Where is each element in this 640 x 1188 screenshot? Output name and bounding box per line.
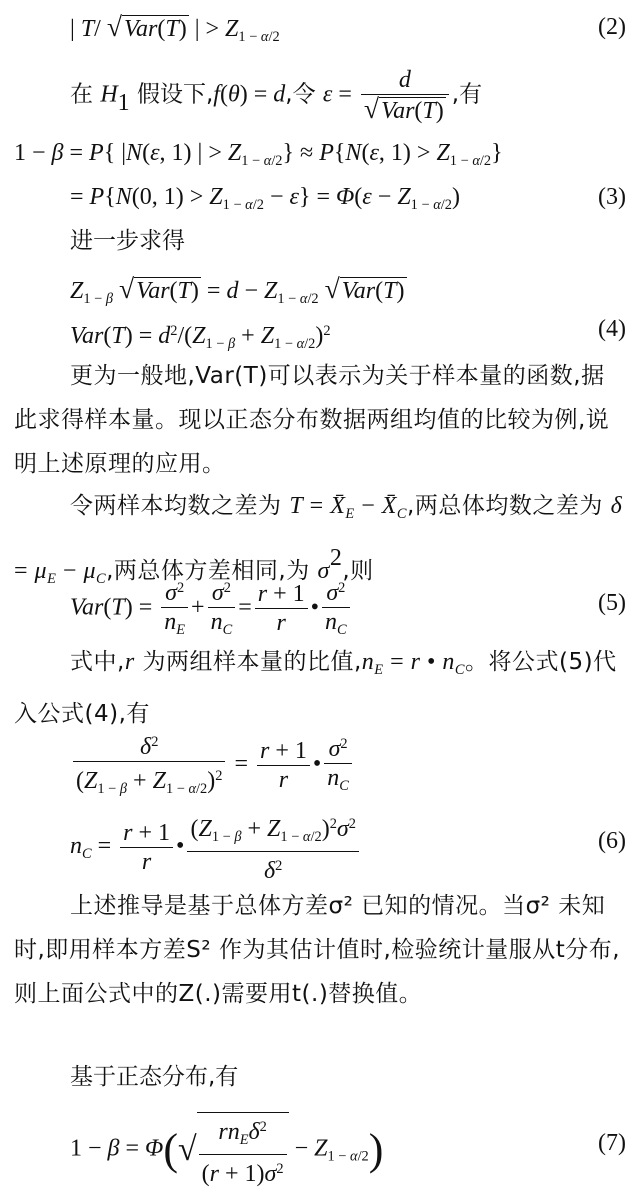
equation-7: 1 − β = Φ(√ $\frac{rn_E\delta^2}{(r + 1)\sigma^2}$ − $Z_{1 - \alpha/2}$) <box>70 1112 640 1182</box>
equation-4-line-1: $Z_{1 - \beta}$ $√Var(T) = d - Z_{1 - \alpha/2}$ √Var(T) <box>70 273 405 308</box>
equation-number-7: (7) <box>598 1130 626 1156</box>
paragraph-3: 式中,r 为两组样本量的比值$,n_E = r$ • $n_C$。将公式(5)代入公式(4),有 <box>14 649 617 728</box>
equation-number-2: (2) <box>598 14 626 40</box>
equation-number-4: (4) <box>598 316 626 342</box>
equation-2: | T/ √Var(T) | > $Z_{1 - \alpha/2}$ <box>70 11 280 46</box>
text-have: ,有 <box>451 81 483 108</box>
paragraph-5: 基于正态分布,有 <box>70 1064 239 1090</box>
p3-text-c: 。将公式(5)代入公式(4),有 <box>14 649 617 728</box>
equation-number-6: (6) <box>598 828 626 854</box>
text-further: 进一步求得 <box>70 228 185 254</box>
h1-assumption-line: 在 $H_1$ 假设下,f(θ) = d,令 ε = $\frac{d}{\text{√Var(T)}}$ ,有 <box>70 67 483 124</box>
text-let: ,令 <box>285 81 316 108</box>
equation-number-5: (5) <box>598 590 626 616</box>
equation-4-line-2: $Var(T) = d^2/(Z_{1 - \beta} + Z_{1 - \alpha/2})^2$ <box>70 322 331 352</box>
text-assume: 假设下, <box>136 81 214 108</box>
paragraph-2: 令两样本均数之差为 $T = X̄_E$ − $X̄_C$,两总体均数之差为 $\delta = \mu_E - \mu_C$,两总体方差相同,为 $\sigma^2$,则 <box>14 493 623 588</box>
p2-text-c: ,两总体方差相同,为 <box>106 558 310 585</box>
equation-6-line-2: $n_C$ = $\frac{r + 1}{r}$ • $\frac{(Z_{1 - \beta} + Z_{1 - \alpha/2})^2\sigma^2}{\delta^2}$ <box>70 810 640 874</box>
paragraph-4: 上述推导是基于总体方差σ² 已知的情况。当σ² 未知时,即用样本方差S² 作为其估计值时,检验统计量服从t分布,则上面公式中的Z(.)需要用t(.)替换值。 <box>14 893 621 1007</box>
equation-6-line-1: $\frac{\delta^2}{(Z_{1 - \beta} + Z_{1 - \alpha/2})^2}$ = $\frac{r + 1}{r}$ • $\frac{\sigma^2}{n_C}$ <box>70 728 640 792</box>
p3-text-a: 式中, <box>70 649 125 675</box>
text-in: 在 <box>70 81 93 108</box>
equation-3-line-1: 1 − β = P{ |N(ε, 1) | > $Z_{1 - \alpha/2}\} \approx P\{N(\varepsilon$, $1) > Z_{1 - \alpha/2}$} <box>14 140 503 170</box>
p2-text-b: ,两总体均数之差为 <box>407 493 603 519</box>
equation-number-3: (3) <box>598 184 626 210</box>
epsilon-fraction: $\frac{d}{\text{√Var(T)}}$ <box>361 66 449 125</box>
equation-3-line-2: = P{N(0, $1) > Z_{1 - \alpha/2} - \varepsilon\} = \Phi(\varepsilon - Z_{1 - \alpha/2})$ <box>70 184 460 214</box>
paragraph-1: 更为一般地,Var(T)可以表示为关于样本量的函数,据此求得样本量。现以正态分布数据两组均值的比较为例,说明上述原理的应用。 <box>14 363 610 477</box>
p2-text-d: ,则 <box>342 558 374 585</box>
equation-5: Var(T) = $\frac{\sigma^2}{n_E}$ + $\frac{\sigma^2}{n_C}$ = $\frac{r + 1}{r}$ • $\frac{\sigma^2}{n_C}$ <box>70 574 640 638</box>
p3-text-b: 为两组样本量的比值, <box>142 649 362 675</box>
p2-text-a: 令两样本均数之差为 <box>70 493 282 519</box>
